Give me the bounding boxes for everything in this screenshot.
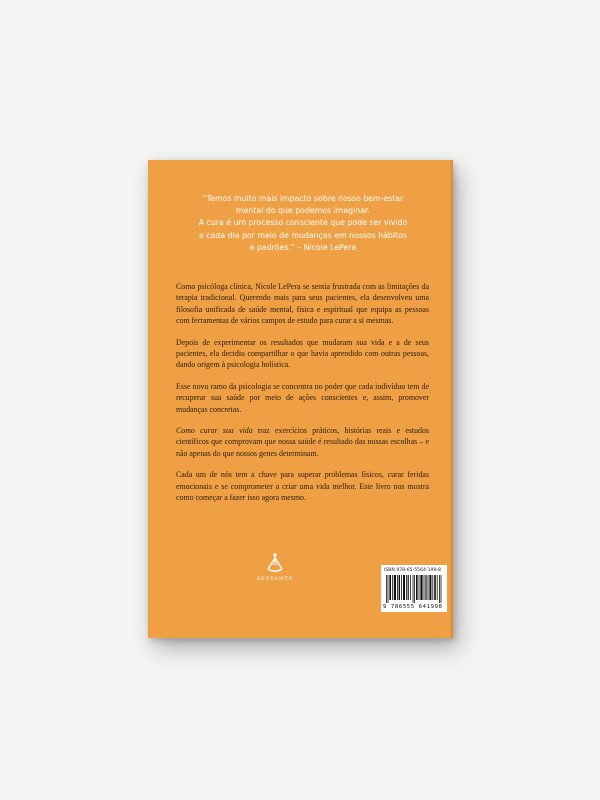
synopsis-paragraph: Esse novo ramo da psicologia se concentra no poder que cada indivíduo tem de recuperar sua saúde por meio de ações conscientes e, assim, promover mudanças concretas. (176, 381, 429, 414)
quote-line: e padrões.” – Nicole LePera (249, 242, 357, 252)
book-title-italic: Como curar sua vida (176, 426, 253, 436)
barcode-bars (385, 575, 443, 603)
book-back-cover (148, 160, 453, 638)
quote-line: “Temos muito mais impacto sobre nosso bem-estar (202, 194, 404, 203)
isbn-barcode (381, 565, 447, 612)
synopsis-paragraph: Cada um de nós tem a chave para superar problemas físicos, curar feridas emocionais e se comprometer a criar uma vida melhor. Este livro nos mostra como começar a fazer isso agora mesmo. (176, 470, 429, 503)
isbn-label: ISBN 978-65-5564-199-8 (384, 568, 441, 573)
publisher-name: SEXTANTE (256, 576, 294, 582)
synopsis-paragraph: Depois de experimentar os resultados que mudaram sua vida e a de seus pacientes, ela decidiu compartilhar o que havia aprendido com outras pessoas, dando origem à psicologia holística. (176, 337, 429, 370)
publisher-logo (252, 552, 298, 582)
synopsis (176, 281, 429, 514)
barcode-number: 9 786555 641998 (383, 604, 443, 610)
synopsis-paragraph: Como psicóloga clínica, Nicole LePera se sentia frustrada com as limitações da terapia tradicional. Querendo mais para seus pacientes, ela desenvolveu uma filosofia unificada de saúde mental, física e espiritual que equipa as pessoas com ferramentas de vários campos de estudo para curar a si mesmas. (176, 282, 429, 326)
quote-line: mental do que podemos imaginar. (236, 206, 370, 216)
synopsis-paragraph-text: traz exercícios práticos, histórias reais e estudos científicos que comprovam que nossa saúde é resultado das nossas escolhas – e não apenas do que nossos genes determinam. (176, 426, 429, 458)
quote-line: A cura é um processo consciente que pode ser vivido (198, 218, 408, 228)
quote-line: a cada dia por meio de mudanças em nossos hábitos (199, 230, 407, 240)
sextant-icon (265, 552, 285, 574)
pull-quote (178, 193, 428, 254)
synopsis-paragraph (176, 425, 429, 459)
book-edge (450, 160, 453, 638)
